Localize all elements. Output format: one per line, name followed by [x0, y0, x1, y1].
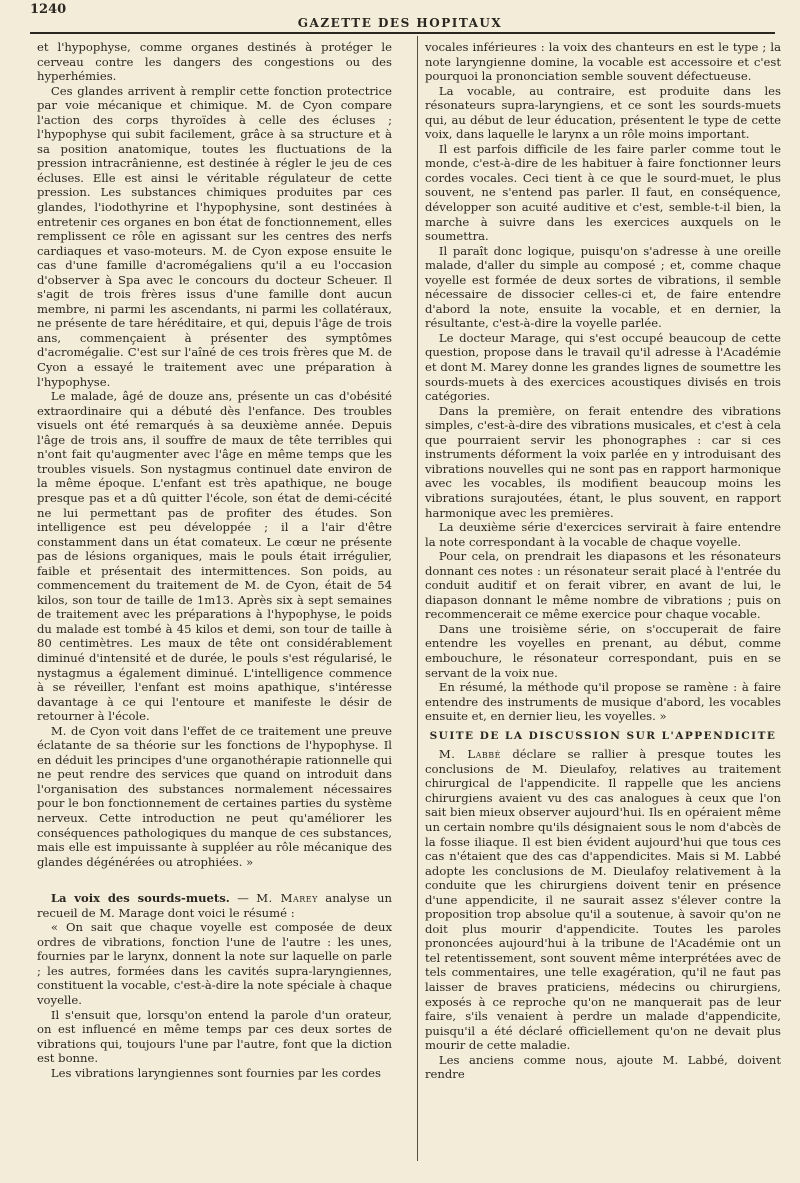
paragraph: La deuxième série d'exercices servirait à faire entendre la note correspondant à la vocable de chaque voyelle.	[425, 520, 781, 549]
paragraph: Il est parfois difficile de les faire parler comme tout le monde, c'est-à-dire de les habituer à faire fonctionner leurs cordes vocales. Ceci tient à ce que le sourd-muet, le plus souvent, ne s'entend pas parler. Il faut, en conséquence, développer son acuité auditive et c'est, semble-t-il bien, la marche à suivre dans les exercices auxquels on le soumettra.	[425, 141, 781, 244]
column-divider	[417, 36, 418, 1161]
dash: —	[229, 891, 257, 906]
paragraph: La vocable, au contraire, est produite dans les résonateurs supra-laryngiens, et ce sont les sourds-muets qui, au début de leur éducation, présentent le type de cette voix, dans laquelle le larynx a un rôle moins important.	[425, 83, 781, 142]
section-paragraph	[425, 747, 781, 1052]
paragraph: et l'hypophyse, comme organes destinés à protéger le cerveau contre les dangers des congestions ou des hyperhémies.	[37, 40, 392, 84]
section-heading: SUITE DE LA DISCUSSION SUR L'APPENDICITE	[429, 729, 777, 742]
left-column	[37, 40, 392, 1080]
paragraph: Les anciens comme nous, ajoute M. Labbé, doivent rendre	[425, 1052, 781, 1082]
paragraph: Pour cela, on prendrait les diapasons et les résonateurs donnant ces notes : un résonateur serait placé à l'entrée du conduit auditif et on ferait vibrer, en avant de lui, le diapason donnant le même nombre de vibrations ; puis on recommencerait ce même exercice pour chaque vocable.	[425, 549, 781, 622]
header-rule	[30, 32, 775, 34]
section-paragraph	[37, 891, 392, 920]
paragraph: Les vibrations laryngiennes sont fournies par les cordes	[50, 1065, 381, 1080]
paragraph: Le malade, âgé de douze ans, présente un cas d'obésité extraordinaire qui a débuté dès l'enfance. Des troubles visuels ont été remarqués à sa deuxième année. Depuis l'âge de trois ans, il souffre de maux de tête terribles qui n'ont fait qu'augmenter avec l'âge en même temps que les troubles visuels. Son nystagmus continuel date environ de la même époque. L'enfant est très apathique, ne bouge presque pas et a dû quitter l'école, son état de demi-cécité ne lui permettant pas de profiter des études. Son intelligence est peu développée ; il a l'air d'être constamment dans un état comateux. Le cœur ne présente pas de lésions organiques, mais le pouls était irrégulier, faible et présentait des intermittences. Son poids, au commencement du traitement de M. de Cyon, était de 54 kilos, son tour de taille de 1m13. Après six à sept semaines de traitement avec les préparations à l'hypophyse, le poids du malade est tombé à 45 kilos et demi, son tour de taille à 80 centimètres. Les maux de tête ont considérablement diminué d'intensité et de durée, le pouls s'est régularisé, le nystagmus a également diminué. L'intelligence commence à se réveiller, l'enfant est moins apathique, s'intéresse davantage à ce qui l'entoure et manifeste le désir de retourner à l'école.	[37, 389, 392, 724]
paragraph: Il s'ensuit que, lorsqu'on entend la parole d'un orateur, on est influencé en même temps par ces deux sortes de vibrations qui, toujours l'une par l'autre, font que la diction est bonne.	[37, 1007, 392, 1066]
paragraph: Dans une troisième série, on s'occuperait de faire entendre les voyelles en prenant, au début, comme embouchure, le résonateur correspondant, puis en se servant de la voix nue.	[425, 621, 781, 680]
paragraph: M. de Cyon voit dans l'effet de ce traitement une preuve éclatante de sa théorie sur les fonctions de l'hypophyse. Il en déduit les principes d'une organothérapie rationnelle qui ne peut rendre des services que quand on introduit dans l'organisation des substances normalement nécessaires pour le bon fonctionnement de certaines parties du système nerveux. Cette introduction ne peut qu'améliorer les conséquences pathologiques du manque de ces substances, mais elle est impuissante à suppléer au rôle mécanique des glandes dégénérées ou atrophiées. »	[37, 723, 392, 869]
page-number: 1240	[30, 2, 67, 17]
paragraph-text: analyse un recueil de M. Marage dont voici le résumé :	[37, 891, 392, 920]
paragraph: En résumé, la méthode qu'il propose se ramène : à faire entendre des instruments de musique d'abord, les vocables ensuite et, en dernier lieu, les voyelles. »	[425, 680, 781, 724]
section-lead: La voix des sourds-muets.	[50, 891, 230, 906]
paragraph: « On sait que chaque voyelle est composée de deux ordres de vibrations, fonction l'une de l'autre : les unes, fournies par le larynx, donnent la note sur laquelle on parle ; les autres, formées dans les cavités supra-laryngiennes, constituent la vocable, c'est-à-dire la note spéciale à chaque voyelle.	[37, 920, 392, 1007]
paragraph: Ces glandes arrivent à remplir cette fonction protectrice par voie mécanique et chimique. M. de Cyon compare l'action des corps thyroïdes à celle des écluses ; l'hypophyse qui subit facilement, grâce à sa structure et à sa position anatomique, toutes les fluctuations de la pression intracrânienne, est destinée à régler le jeu de ces écluses. Elle est ainsi le véritable régulateur de cette pression. Les substances chimiques produites par ces glandes, l'iodothyrine et l'hypophysine, sont destinées à entretenir ces organes en bon état de fonctionnement, elles remplissent ce rôle en agissant sur les centres des nerfs cardiaques et vaso-moteurs. M. de Cyon expose ensuite le cas d'une famille d'acromégaliens qu'il a eu l'occasion d'observer à Spa avec le concours du docteur Scheuer. Il s'agit de trois frères issus d'une famille dont aucun membre, ni parmi les ascendants, ni parmi les collatéraux, ne présente de tare héréditaire, et qui, depuis l'âge de trois ans, commençaient à présenter des symptômes d'acromégalie. C'est sur l'aîné de ces trois frères que M. de Cyon a essayé le traitement avec une préparation à l'hypophyse.	[37, 83, 392, 389]
author-name: M. Labbé	[438, 747, 501, 762]
paragraph: Dans la première, on ferait entendre des vibrations simples, c'est-à-dire des vibrations musicales, et c'est à cela que pourraient servir les phonographes : car si ces instruments déforment la voix parlée en y introduisant des vibrations nouvelles qui ne sont pas en rapport harmonique avec les vocables, ils modifient beaucoup moins les vibrations surajoutées, étant, le plus souvent, en rapport harmonique avec les premières.	[425, 403, 781, 520]
section-gap	[37, 869, 392, 891]
right-column	[425, 40, 781, 1082]
page-header	[0, 0, 800, 30]
journal-title: GAZETTE DES HOPITAUX	[297, 16, 503, 30]
paragraph: vocales inférieures : la voix des chanteurs en est le type ; la note laryngienne domine, la vocable est accessoire et c'est pourquoi la prononciation semble souvent défectueuse.	[425, 40, 781, 84]
author-name: M. Marey	[256, 891, 318, 906]
paragraph-text: déclare se rallier à presque toutes les conclusions de M. Dieulafoy, relatives au traitement chirurgical de l'appendicite. Il rappelle que les anciens chirurgiens avaient vu des cas analogues à ceux que l'on sait bien mieux observer aujourd'hui. Ils en opéraient même un certain nombre qu'ils désignaient sous le nom d'abcès de la fosse iliaque. Il est bien évident aujourd'hui que tous ces cas n'étaient que des cas d'appendicites. Mais si M. Labbé adopte les conclusions de M. Dieulafoy relativement à la conduite que les chirurgiens doivent tenir en présence d'une appendicite, il ne saurait assez s'élever contre la proposition trop absolue qu'il a soutenue, à savoir qu'on ne doit plus mourir d'appendicite. Toutes les paroles prononcées aujourd'hui à la tribune de l'Académie ont un tel retentissement, sont souvent même interprétées avec de tels commentaires, une telle exagération, qu'il ne faut pas laisser de braves praticiens, médecins ou chirurgiens, exposés à ce reproche qu'on ne manquerait pas de leur faire, s'ils venaient à perdre un malade d'appendicite, puisqu'il a été déclaré officiellement qu'on ne devait plus mourir de cette maladie.	[425, 747, 781, 1053]
paragraph: Le docteur Marage, qui s'est occupé beaucoup de cette question, propose dans le travail qu'il adresse à l'Académie et dont M. Marey donne les grandes lignes de soumettre les sourds-muets à des exercices acoustiques divisés en trois catégories.	[425, 330, 781, 404]
paragraph: Il paraît donc logique, puisqu'on s'adresse à une oreille malade, d'aller du simple au composé ; et, comme chaque voyelle est formée de deux sortes de vibrations, il semble nécessaire de dissocier celles-ci et, de faire entendre d'abord la note, ensuite la vocable, et en dernier, la résultante, c'est-à-dire la voyelle parlée.	[425, 243, 781, 331]
